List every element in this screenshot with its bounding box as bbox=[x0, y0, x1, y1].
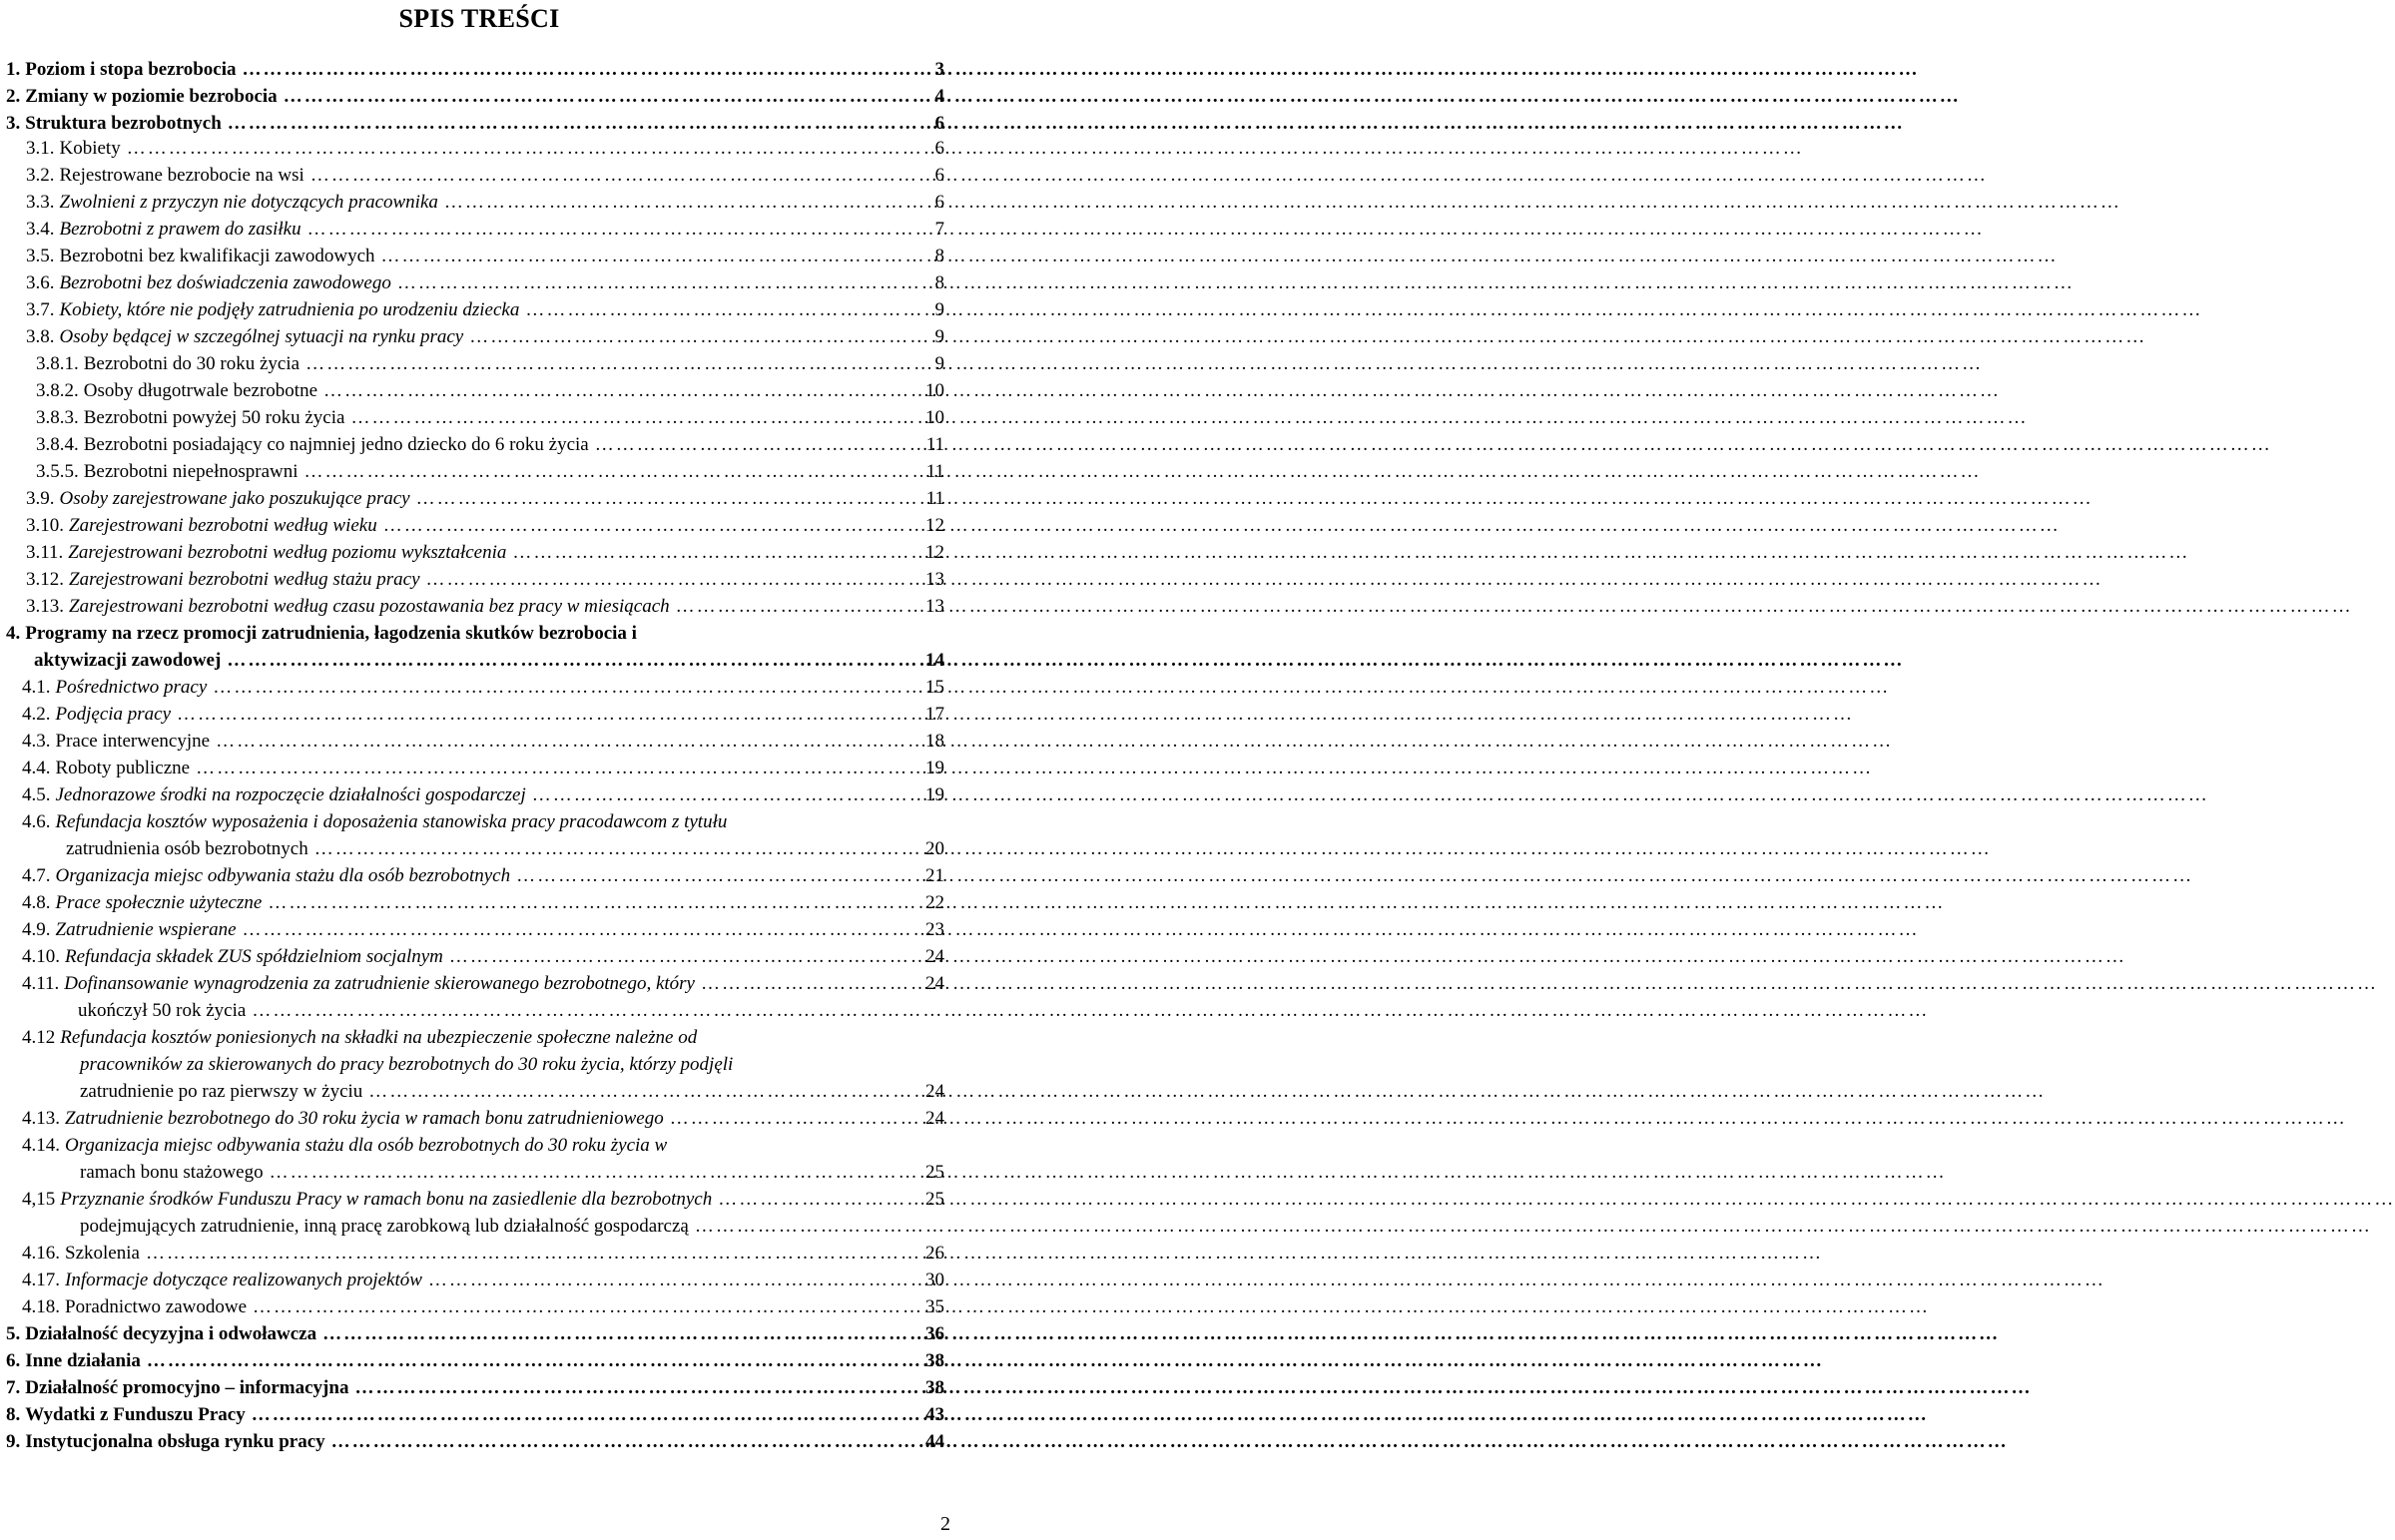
toc-entry[interactable] bbox=[26, 541, 944, 565]
toc-entry-continuation[interactable] bbox=[80, 1161, 944, 1185]
toc-entry-page: 11 bbox=[925, 488, 944, 509]
toc-entry[interactable] bbox=[22, 1134, 944, 1158]
toc-entry-number: 3.7. bbox=[26, 299, 55, 320]
toc-entry-page: 10 bbox=[925, 380, 944, 401]
toc-entry[interactable] bbox=[22, 1269, 944, 1292]
toc-entry-title: Bezrobotni bez kwalifikacji zawodowych bbox=[59, 246, 375, 266]
toc-entry-title: Wydatki z Funduszu Pracy bbox=[25, 1404, 246, 1425]
toc-leader-dots bbox=[252, 1403, 904, 1427]
toc-entry[interactable] bbox=[26, 137, 944, 161]
toc-entry[interactable] bbox=[36, 379, 944, 403]
toc-entry-page: 44 bbox=[925, 1431, 944, 1452]
toc-entry-number: 3.5. bbox=[26, 246, 55, 266]
toc-entry-title: Zwolnieni z przyczyn nie dotyczących pracownika bbox=[59, 192, 438, 213]
toc-entry-title: Zarejestrowani bezrobotni według wieku bbox=[69, 515, 377, 536]
toc-leader-dots bbox=[701, 972, 904, 996]
toc-leader-dots bbox=[676, 595, 904, 619]
toc-entry-title: Jednorazowe środki na rozpoczęcie działalności gospodarczej bbox=[55, 784, 526, 805]
toc-leader-dots bbox=[532, 783, 904, 807]
toc-entry-number: 3.2. bbox=[26, 165, 55, 186]
toc-entry-page: 9 bbox=[934, 353, 944, 374]
toc-entry-number: 8. bbox=[6, 1404, 21, 1425]
toc-entry-title: Działalność promocyjno – informacyjna bbox=[25, 1377, 349, 1398]
toc-entry[interactable] bbox=[22, 730, 944, 754]
toc-leader-dots bbox=[426, 568, 905, 592]
toc-entry-page: 30 bbox=[925, 1270, 944, 1290]
toc-entry-page: 38 bbox=[925, 1350, 944, 1371]
toc-entry[interactable] bbox=[6, 58, 944, 82]
toc-entry[interactable] bbox=[6, 112, 944, 136]
toc-leader-dots bbox=[314, 837, 904, 861]
toc-leader-dots bbox=[322, 1322, 904, 1346]
toc-entry[interactable] bbox=[22, 703, 944, 727]
toc-entry-title: Bezrobotni niepełnosprawni bbox=[83, 461, 299, 482]
toc-entry-title: Osoby będącej w szczególnej sytuacji na rynku pracy bbox=[59, 326, 464, 347]
toc-entry-page: 15 bbox=[925, 677, 944, 698]
toc-entry-title: Poradnictwo zawodowe bbox=[65, 1296, 248, 1317]
toc-leader-dots bbox=[323, 379, 904, 403]
toc-entry[interactable] bbox=[26, 245, 944, 268]
toc-entry-page: 43 bbox=[925, 1404, 944, 1425]
toc-entry-page: 9 bbox=[934, 299, 944, 320]
toc-leader-dots bbox=[469, 325, 904, 349]
toc-entry-title: Zmiany w poziomie bezrobocia bbox=[25, 86, 278, 107]
toc-entry-title: Bezrobotni posiadający co najmniej jedno dziecko do 6 roku życia bbox=[83, 434, 589, 455]
toc-entry-title: Bezrobotni z prawem do zasiłku bbox=[59, 219, 301, 240]
toc-leader-dots bbox=[595, 433, 904, 457]
toc-entry-number: 4.6. bbox=[22, 811, 51, 832]
toc-entry-number: 4.16. bbox=[22, 1243, 60, 1264]
toc-leader-dots bbox=[383, 514, 904, 538]
toc-entry-title-continuation: ramach bonu stażowego bbox=[80, 1162, 264, 1183]
toc-entry-title-continuation: zatrudnienia osób bezrobotnych bbox=[66, 838, 308, 859]
toc-entry[interactable] bbox=[22, 757, 944, 780]
toc-leader-dots bbox=[284, 85, 904, 109]
toc-leader-dots bbox=[228, 112, 904, 136]
toc-leader-dots bbox=[368, 1080, 904, 1104]
toc-entry-number: 4.10. bbox=[22, 946, 60, 967]
toc-entry-number: 6. bbox=[6, 1350, 21, 1371]
toc-entry-title: Struktura bezrobotnych bbox=[25, 113, 222, 134]
toc-entry-title: Roboty publiczne bbox=[55, 758, 191, 778]
toc-leader-dots bbox=[243, 918, 904, 942]
toc-entry-title: Informacje dotyczące realizowanych projektów bbox=[65, 1270, 422, 1290]
toc-leader-dots bbox=[525, 298, 904, 322]
toc-entry-number: 4.13. bbox=[22, 1108, 60, 1129]
toc-entry[interactable] bbox=[22, 945, 944, 969]
toc-entry-title: Bezrobotni powyżej 50 roku życia bbox=[83, 407, 345, 428]
toc-entry-continuation[interactable] bbox=[80, 1215, 944, 1239]
toc-entry[interactable] bbox=[6, 85, 944, 109]
toc-leader-dots bbox=[512, 541, 904, 565]
toc-entry-page: 8 bbox=[934, 246, 944, 266]
toc-entry[interactable] bbox=[26, 191, 944, 215]
toc-leader-dots bbox=[310, 164, 904, 188]
toc-entry[interactable] bbox=[26, 298, 944, 322]
toc-entry-title: Refundacja składek ZUS spółdzielniom socjalnym bbox=[65, 946, 443, 967]
page-number: 2 bbox=[940, 1513, 950, 1535]
toc-entry-title: Poziom i stopa bezrobocia bbox=[25, 59, 237, 80]
toc-entry-title: Szkolenia bbox=[65, 1243, 140, 1264]
toc-entry-number: 4.17. bbox=[22, 1270, 60, 1290]
toc-entry-page: 11 bbox=[925, 461, 944, 482]
toc-entry-number: 4.14. bbox=[22, 1135, 60, 1156]
toc-entry-title: Podjęcia pracy bbox=[55, 704, 172, 725]
toc-entry-title: Zarejestrowani bezrobotni według czasu pozostawania bez pracy w miesiącach bbox=[69, 596, 670, 617]
toc-entry-page: 24 bbox=[925, 946, 944, 967]
toc-entry[interactable] bbox=[22, 891, 944, 915]
toc-entry-page: 12 bbox=[925, 515, 944, 536]
toc-entry-page: 26 bbox=[925, 1243, 944, 1264]
toc-entry-page: 24 bbox=[925, 1081, 944, 1102]
toc-entry[interactable] bbox=[26, 487, 944, 511]
toc-entry-page: 19 bbox=[925, 784, 944, 805]
toc-entry-number: 3.6. bbox=[26, 272, 55, 293]
toc-leader-dots bbox=[253, 1295, 904, 1319]
toc-entry-page: 6 bbox=[934, 192, 944, 213]
toc-entry[interactable] bbox=[6, 1376, 944, 1400]
toc-entry[interactable] bbox=[26, 595, 944, 619]
toc-leader-dots bbox=[213, 676, 904, 700]
toc-entry-title-continuation: ukończył 50 rok życia bbox=[78, 1000, 247, 1021]
toc-entry-number: 3.4. bbox=[26, 219, 55, 240]
toc-leader-dots bbox=[516, 864, 904, 888]
toc-entry-number: 3.8. bbox=[26, 326, 55, 347]
toc-entry-page: 25 bbox=[925, 1162, 944, 1183]
toc-leader-dots bbox=[350, 406, 904, 430]
toc-entry-page: 12 bbox=[925, 542, 944, 563]
toc-leader-dots bbox=[268, 891, 904, 915]
toc-entry-number: 3.12. bbox=[26, 569, 64, 590]
toc-leader-dots bbox=[147, 1349, 904, 1373]
toc-entry-title-continuation: zatrudnienie po raz pierwszy w życiu bbox=[80, 1081, 363, 1102]
toc-leader-dots bbox=[381, 245, 904, 268]
toc-entry-title: Dofinansowanie wynagrodzenia za zatrudnienie skierowanego bezrobotnego, który bbox=[64, 973, 695, 994]
toc-entry-title-continuation: podejmujących zatrudnienie, inną pracę zarobkową lub działalność gospodarczą bbox=[80, 1216, 689, 1237]
toc-entry-page: 10 bbox=[925, 407, 944, 428]
toc-entry-title: Działalność decyzyjna i odwoławcza bbox=[25, 1323, 317, 1344]
toc-entry[interactable] bbox=[22, 918, 944, 942]
table-of-contents bbox=[0, 0, 958, 1540]
toc-entry-number: 4.4. bbox=[22, 758, 51, 778]
toc-entry-continuation[interactable] bbox=[80, 1080, 944, 1104]
toc-leader-dots bbox=[227, 649, 904, 673]
toc-leader-dots bbox=[354, 1376, 904, 1400]
toc-entry[interactable] bbox=[6, 622, 944, 646]
toc-entry-number: 3.9. bbox=[26, 488, 55, 509]
toc-leader-dots bbox=[270, 1161, 904, 1185]
toc-entry[interactable] bbox=[36, 352, 944, 376]
toc-entry-number: 9. bbox=[6, 1431, 21, 1452]
toc-entry-page: 21 bbox=[925, 865, 944, 886]
toc-entry-page: 17 bbox=[925, 704, 944, 725]
toc-entry-continuation[interactable] bbox=[34, 649, 944, 673]
toc-entry[interactable] bbox=[22, 864, 944, 888]
toc-entry[interactable] bbox=[22, 972, 944, 996]
toc-entry-title: Prace społecznie użyteczne bbox=[55, 892, 263, 913]
toc-entry-number: 3.8.4. bbox=[36, 434, 79, 455]
toc-entry-number: 3.10. bbox=[26, 515, 64, 536]
toc-leader-dots bbox=[196, 757, 904, 780]
toc-entry-title: Zatrudnienie wspierane bbox=[55, 919, 237, 940]
toc-entry-number: 5. bbox=[6, 1323, 21, 1344]
toc-entry-number: 2. bbox=[6, 86, 21, 107]
toc-entry-title-continuation: aktywizacji zawodowej bbox=[34, 650, 222, 671]
toc-entry-page: 7 bbox=[934, 219, 944, 240]
toc-entry-title: Refundacja kosztów poniesionych na składki na ubezpieczenie społeczne należne od bbox=[60, 1027, 698, 1048]
toc-entry-title: Zatrudnienie bezrobotnego do 30 roku życia w ramach bonu zatrudnieniowego bbox=[65, 1108, 664, 1129]
toc-entry-page: 19 bbox=[925, 758, 944, 778]
toc-entry-page: 6 bbox=[934, 113, 944, 134]
toc-entry-number: 3.1. bbox=[26, 138, 55, 159]
toc-leader-dots bbox=[449, 945, 904, 969]
toc-entry-title: Organizacja miejsc odbywania stażu dla osób bezrobotnych do 30 roku życia w bbox=[65, 1135, 668, 1156]
toc-entry-number: 4,15 bbox=[22, 1189, 56, 1210]
toc-entry[interactable] bbox=[26, 568, 944, 592]
toc-entry-page: 3 bbox=[934, 59, 944, 80]
toc-entry[interactable] bbox=[22, 1107, 944, 1131]
toc-entry[interactable] bbox=[6, 1322, 944, 1346]
toc-entry-number: 4.9. bbox=[22, 919, 51, 940]
toc-entry[interactable] bbox=[36, 406, 944, 430]
toc-entry-title: Bezrobotni do 30 roku życia bbox=[83, 353, 300, 374]
toc-entry-number: 4.7. bbox=[22, 865, 51, 886]
toc-entry[interactable] bbox=[26, 514, 944, 538]
toc-leader-dots bbox=[304, 460, 904, 484]
toc-entry[interactable] bbox=[26, 271, 944, 295]
toc-entry-number: 3.8.1. bbox=[36, 353, 79, 374]
toc-entry-page: 6 bbox=[934, 138, 944, 159]
toc-entry-number: 3. bbox=[6, 113, 21, 134]
toc-leader-dots bbox=[146, 1242, 904, 1266]
toc-entry-title: Kobiety bbox=[59, 138, 121, 159]
toc-leader-dots bbox=[331, 1430, 904, 1454]
toc-entry-number: 3.13. bbox=[26, 596, 64, 617]
toc-entry-continuation[interactable]: pracowników za skierowanych do pracy bezrobotnych do 30 roku życia, którzy podjęli bbox=[80, 1054, 734, 1075]
toc-entry-page: 11 bbox=[925, 434, 944, 455]
toc-entry-page: 6 bbox=[934, 165, 944, 186]
toc-leader-dots bbox=[695, 1215, 934, 1239]
toc-entry-title: Kobiety, które nie podjęły zatrudnienia po urodzeniu dziecka bbox=[59, 299, 520, 320]
toc-leader-dots bbox=[305, 352, 904, 376]
toc-entry-number: 4.1. bbox=[22, 677, 51, 698]
toc-entry[interactable] bbox=[26, 325, 944, 349]
toc-leader-dots bbox=[416, 487, 904, 511]
toc-entry-page: 23 bbox=[925, 919, 944, 940]
toc-entry[interactable] bbox=[22, 783, 944, 807]
toc-leader-dots bbox=[307, 218, 904, 242]
toc-entry[interactable] bbox=[6, 1403, 944, 1427]
toc-entry-number: 4.11. bbox=[22, 973, 60, 994]
toc-leader-dots bbox=[670, 1107, 904, 1131]
toc-entry-title: Inne działania bbox=[25, 1350, 141, 1371]
toc-entry-number: 4.18. bbox=[22, 1296, 60, 1317]
toc-entry-title: Organizacja miejsc odbywania stażu dla osób bezrobotnych bbox=[55, 865, 511, 886]
toc-leader-dots bbox=[127, 137, 904, 161]
toc-leader-dots bbox=[444, 191, 904, 215]
toc-entry-page: 22 bbox=[925, 892, 944, 913]
toc-leader-dots bbox=[428, 1269, 904, 1292]
toc-entry[interactable] bbox=[6, 1349, 944, 1373]
toc-entry[interactable] bbox=[22, 1295, 944, 1319]
toc-entry-title: Rejestrowane bezrobocie na wsi bbox=[59, 165, 304, 186]
toc-leader-dots bbox=[243, 58, 904, 82]
toc-entry[interactable] bbox=[36, 433, 944, 457]
toc-leader-dots bbox=[397, 271, 904, 295]
toc-entry-page: 13 bbox=[925, 596, 944, 617]
toc-entry-page: 25 bbox=[925, 1189, 944, 1210]
toc-entry[interactable] bbox=[22, 810, 944, 834]
toc-entry[interactable] bbox=[22, 1188, 944, 1212]
toc-entry-number: 4.5. bbox=[22, 784, 51, 805]
toc-entry-number: 3.3. bbox=[26, 192, 55, 213]
toc-entry-title: Pośrednictwo pracy bbox=[55, 677, 208, 698]
toc-entry-number: 4.12 bbox=[22, 1027, 56, 1048]
toc-entry-number: 3.8.2. bbox=[36, 380, 79, 401]
toc-entry-number: 4. bbox=[6, 623, 21, 644]
toc-entry-page: 36 bbox=[925, 1323, 944, 1344]
toc-leader-dots bbox=[177, 703, 904, 727]
toc-entry-title: Osoby długotrwale bezrobotne bbox=[83, 380, 318, 401]
toc-leader-dots bbox=[216, 730, 904, 754]
toc-entry-title: Osoby zarejestrowane jako poszukujące pracy bbox=[59, 488, 410, 509]
toc-entry-number: 4.8. bbox=[22, 892, 51, 913]
toc-entry-number: 4.2. bbox=[22, 704, 51, 725]
toc-entry-title: Refundacja kosztów wyposażenia i doposażenia stanowiska pracy pracodawcom z tytułu bbox=[55, 811, 728, 832]
toc-entry-number: 3.5.5. bbox=[36, 461, 79, 482]
toc-entry-page: 24 bbox=[925, 1108, 944, 1129]
toc-entry-page: 13 bbox=[925, 569, 944, 590]
toc-entry[interactable] bbox=[6, 1430, 944, 1454]
toc-entry-continuation[interactable] bbox=[66, 837, 944, 861]
toc-entry-title: Przyznanie środków Funduszu Pracy w ramach bonu na zasiedlenie dla bezrobotnych bbox=[60, 1189, 713, 1210]
toc-entry-page: 20 bbox=[925, 838, 944, 859]
toc-entry-page: 4 bbox=[934, 86, 944, 107]
toc-entry-page: 24 bbox=[925, 973, 944, 994]
toc-entry-page: 35 bbox=[925, 1296, 944, 1317]
toc-entry-title: Bezrobotni bez doświadczenia zawodowego bbox=[59, 272, 391, 293]
toc-entry-page: 38 bbox=[925, 1377, 944, 1398]
toc-entry-number: 4.3. bbox=[22, 731, 51, 752]
toc-entry-page: 14 bbox=[925, 650, 944, 671]
toc-entry-number: 7. bbox=[6, 1377, 21, 1398]
toc-leader-dots bbox=[718, 1188, 904, 1212]
toc-entry-page: 18 bbox=[925, 731, 944, 752]
toc-entry-title: Programy na rzecz promocji zatrudnienia, łagodzenia skutków bezrobocia i bbox=[25, 623, 637, 644]
toc-entry[interactable] bbox=[22, 676, 944, 700]
toc-entry-title: Zarejestrowani bezrobotni według stażu pracy bbox=[69, 569, 420, 590]
toc-entry-number: 3.11. bbox=[26, 542, 64, 563]
toc-entry-number: 1. bbox=[6, 59, 21, 80]
toc-leader-dots bbox=[252, 999, 934, 1023]
toc-entry-number: 3.8.3. bbox=[36, 407, 79, 428]
toc-entry-title: Instytucjonalna obsługa rynku pracy bbox=[25, 1431, 325, 1452]
toc-entry-title: Zarejestrowani bezrobotni według poziomu wykształcenia bbox=[68, 542, 507, 563]
toc-entry-page: 9 bbox=[934, 326, 944, 347]
toc-entry[interactable] bbox=[36, 460, 944, 484]
toc-entry[interactable] bbox=[22, 1026, 944, 1050]
toc-entry-continuation[interactable] bbox=[78, 999, 944, 1023]
toc-entry[interactable] bbox=[22, 1242, 944, 1266]
page-title: SPIS TREŚCI bbox=[398, 4, 560, 33]
toc-entry-page: 8 bbox=[934, 272, 944, 293]
toc-entry[interactable] bbox=[26, 164, 944, 188]
toc-entry[interactable] bbox=[26, 218, 944, 242]
toc-entry-title: Prace interwencyjne bbox=[55, 731, 211, 752]
